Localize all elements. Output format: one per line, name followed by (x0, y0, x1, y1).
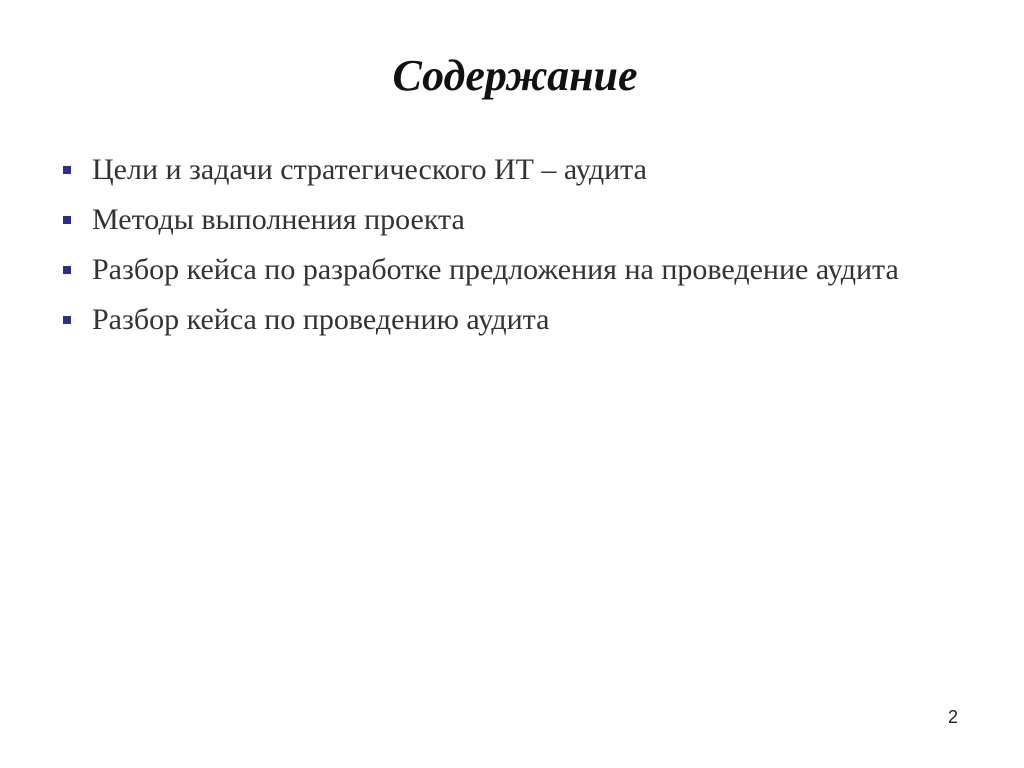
list-item (60, 200, 972, 240)
list-item (60, 250, 972, 290)
square-bullet-icon (63, 266, 71, 274)
contents-list (60, 150, 972, 350)
list-item-text: Методы выполнения проекта (92, 203, 465, 236)
list-item-text: Цели и задачи стратегического ИТ – аудита (92, 153, 647, 186)
list-item-text: Разбор кейса по разработке предложения на проведение аудита (92, 253, 899, 286)
square-bullet-icon (63, 216, 71, 224)
square-bullet-icon (63, 166, 71, 174)
list-item (60, 300, 972, 340)
page-number: 2 (948, 707, 959, 727)
list-item (60, 150, 972, 190)
square-bullet-icon (63, 316, 71, 324)
slide-title: Содержание (392, 51, 638, 100)
list-item-text: Разбор кейса по проведению аудита (92, 303, 550, 336)
